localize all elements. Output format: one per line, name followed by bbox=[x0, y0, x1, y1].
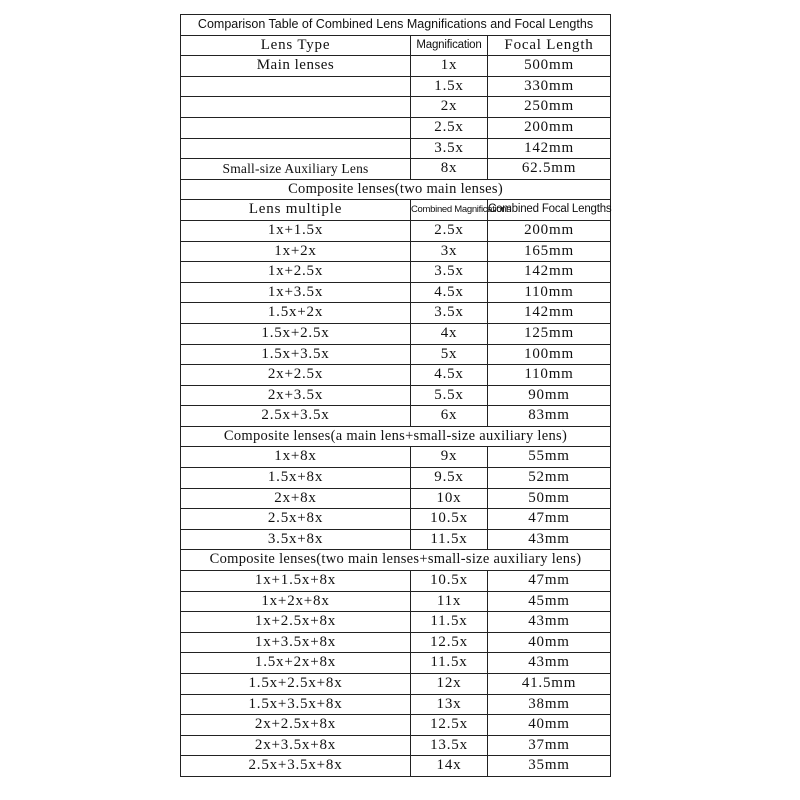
table-body bbox=[181, 15, 611, 777]
empty-cell bbox=[181, 138, 411, 159]
table-row bbox=[181, 509, 611, 530]
table-row bbox=[181, 241, 611, 262]
table-row bbox=[181, 591, 611, 612]
aux-lens-label: Small-size Auxiliary Lens bbox=[181, 159, 411, 180]
lens-combination-cell: 1.5x+3.5x bbox=[181, 344, 411, 365]
focal-length-cell: 200mm bbox=[488, 117, 611, 138]
magnification-cell: 10.5x bbox=[411, 509, 488, 530]
lens-combination-cell: 2x+2.5x bbox=[181, 365, 411, 386]
lens-combination-cell: 1x+3.5x bbox=[181, 282, 411, 303]
main-lens-row bbox=[181, 117, 611, 138]
header-lens-type: Lens Type bbox=[181, 35, 411, 56]
lens-combination-cell: 2x+8x bbox=[181, 488, 411, 509]
lens-combination-cell: 2.5x+8x bbox=[181, 509, 411, 530]
focal-length-cell: 47mm bbox=[488, 509, 611, 530]
magnification-cell: 3.5x bbox=[411, 138, 488, 159]
lens-comparison-sheet bbox=[180, 14, 610, 777]
focal-length-cell: 142mm bbox=[488, 303, 611, 324]
focal-length-cell: 43mm bbox=[488, 612, 611, 633]
magnification-cell: 13x bbox=[411, 694, 488, 715]
focal-length-cell: 62.5mm bbox=[488, 159, 611, 180]
section-title-two-main-aux: Composite lenses(two main lenses+small-size auxiliary lens) bbox=[181, 550, 611, 571]
magnification-cell: 5x bbox=[411, 344, 488, 365]
focal-length-cell: 200mm bbox=[488, 220, 611, 241]
magnification-cell: 2.5x bbox=[411, 220, 488, 241]
magnification-cell: 6x bbox=[411, 406, 488, 427]
table-row bbox=[181, 303, 611, 324]
header-row bbox=[181, 35, 611, 56]
magnification-cell: 9x bbox=[411, 447, 488, 468]
magnification-cell: 4.5x bbox=[411, 282, 488, 303]
magnification-cell: 13.5x bbox=[411, 735, 488, 756]
magnification-cell: 11.5x bbox=[411, 529, 488, 550]
magnification-cell: 4x bbox=[411, 323, 488, 344]
title-row bbox=[181, 15, 611, 36]
header-focal-length: Focal Length bbox=[488, 35, 611, 56]
focal-length-cell: 40mm bbox=[488, 715, 611, 736]
focal-length-cell: 110mm bbox=[488, 365, 611, 386]
table-row bbox=[181, 385, 611, 406]
magnification-cell: 3.5x bbox=[411, 303, 488, 324]
table-row bbox=[181, 674, 611, 695]
magnification-cell: 8x bbox=[411, 159, 488, 180]
magnification-cell: 12.5x bbox=[411, 632, 488, 653]
magnification-cell: 4.5x bbox=[411, 365, 488, 386]
table-row bbox=[181, 735, 611, 756]
table-row bbox=[181, 694, 611, 715]
table-row bbox=[181, 468, 611, 489]
section-title-row bbox=[181, 179, 611, 200]
table-row bbox=[181, 756, 611, 777]
lens-combination-cell: 2x+3.5x bbox=[181, 385, 411, 406]
lens-combination-cell: 1x+2.5x bbox=[181, 262, 411, 283]
focal-length-cell: 165mm bbox=[488, 241, 611, 262]
magnification-cell: 5.5x bbox=[411, 385, 488, 406]
empty-cell bbox=[181, 76, 411, 97]
lens-combination-cell: 2.5x+3.5x bbox=[181, 406, 411, 427]
focal-length-cell: 37mm bbox=[488, 735, 611, 756]
empty-cell bbox=[181, 117, 411, 138]
focal-length-cell: 43mm bbox=[488, 529, 611, 550]
magnification-cell: 11.5x bbox=[411, 653, 488, 674]
table-row bbox=[181, 653, 611, 674]
focal-length-cell: 142mm bbox=[488, 138, 611, 159]
lens-combination-cell: 1.5x+2x+8x bbox=[181, 653, 411, 674]
focal-length-cell: 250mm bbox=[488, 97, 611, 118]
focal-length-cell: 142mm bbox=[488, 262, 611, 283]
focal-length-cell: 41.5mm bbox=[488, 674, 611, 695]
lens-combination-cell: 1x+8x bbox=[181, 447, 411, 468]
focal-length-cell: 500mm bbox=[488, 56, 611, 77]
magnification-cell: 10.5x bbox=[411, 571, 488, 592]
table-row bbox=[181, 323, 611, 344]
lens-combination-cell: 2.5x+3.5x+8x bbox=[181, 756, 411, 777]
empty-cell bbox=[181, 97, 411, 118]
lens-combination-cell: 1.5x+2.5x bbox=[181, 323, 411, 344]
lens-combination-cell: 1x+2.5x+8x bbox=[181, 612, 411, 633]
main-lens-row bbox=[181, 97, 611, 118]
magnification-cell: 2.5x bbox=[411, 117, 488, 138]
table-row bbox=[181, 220, 611, 241]
magnification-cell: 3x bbox=[411, 241, 488, 262]
magnification-cell: 1.5x bbox=[411, 76, 488, 97]
header-combined-focal-lengths: Combined Focal Lengths bbox=[488, 200, 611, 221]
lens-combination-cell: 3.5x+8x bbox=[181, 529, 411, 550]
composite-header-row bbox=[181, 200, 611, 221]
lens-combination-cell: 1x+1.5x bbox=[181, 220, 411, 241]
table-title: Comparison Table of Combined Lens Magnifications and Focal Lengths bbox=[181, 15, 611, 36]
lens-combination-cell: 2x+3.5x+8x bbox=[181, 735, 411, 756]
main-lens-row bbox=[181, 138, 611, 159]
focal-length-cell: 40mm bbox=[488, 632, 611, 653]
section-title-main-aux: Composite lenses(a main lens+small-size auxiliary lens) bbox=[181, 426, 611, 447]
magnification-cell: 14x bbox=[411, 756, 488, 777]
magnification-cell: 12.5x bbox=[411, 715, 488, 736]
magnification-cell: 3.5x bbox=[411, 262, 488, 283]
focal-length-cell: 43mm bbox=[488, 653, 611, 674]
magnification-cell: 12x bbox=[411, 674, 488, 695]
lens-combination-cell: 1x+2x bbox=[181, 241, 411, 262]
focal-length-cell: 45mm bbox=[488, 591, 611, 612]
lens-combination-cell: 1.5x+8x bbox=[181, 468, 411, 489]
table-row bbox=[181, 571, 611, 592]
main-lens-row bbox=[181, 76, 611, 97]
focal-length-cell: 83mm bbox=[488, 406, 611, 427]
lens-comparison-table bbox=[180, 14, 611, 777]
section-title-row bbox=[181, 550, 611, 571]
lens-combination-cell: 1.5x+2.5x+8x bbox=[181, 674, 411, 695]
lens-combination-cell: 1x+2x+8x bbox=[181, 591, 411, 612]
header-lens-multiple: Lens multiple bbox=[181, 200, 411, 221]
aux-lens-row bbox=[181, 159, 611, 180]
magnification-cell: 11x bbox=[411, 591, 488, 612]
lens-combination-cell: 2x+2.5x+8x bbox=[181, 715, 411, 736]
magnification-cell: 10x bbox=[411, 488, 488, 509]
focal-length-cell: 100mm bbox=[488, 344, 611, 365]
focal-length-cell: 330mm bbox=[488, 76, 611, 97]
focal-length-cell: 90mm bbox=[488, 385, 611, 406]
lens-combination-cell: 1x+3.5x+8x bbox=[181, 632, 411, 653]
header-combined-magnifications: Combined Magnifications bbox=[411, 200, 488, 221]
table-row bbox=[181, 488, 611, 509]
main-lenses-label: Main lenses bbox=[181, 56, 411, 77]
magnification-cell: 1x bbox=[411, 56, 488, 77]
table-row bbox=[181, 282, 611, 303]
section-title-two-main: Composite lenses(two main lenses) bbox=[181, 179, 611, 200]
focal-length-cell: 38mm bbox=[488, 694, 611, 715]
table-row bbox=[181, 715, 611, 736]
focal-length-cell: 52mm bbox=[488, 468, 611, 489]
magnification-cell: 2x bbox=[411, 97, 488, 118]
focal-length-cell: 125mm bbox=[488, 323, 611, 344]
table-row bbox=[181, 612, 611, 633]
main-lens-row bbox=[181, 56, 611, 77]
lens-combination-cell: 1x+1.5x+8x bbox=[181, 571, 411, 592]
focal-length-cell: 110mm bbox=[488, 282, 611, 303]
focal-length-cell: 55mm bbox=[488, 447, 611, 468]
table-row bbox=[181, 406, 611, 427]
focal-length-cell: 47mm bbox=[488, 571, 611, 592]
table-row bbox=[181, 262, 611, 283]
table-row bbox=[181, 529, 611, 550]
magnification-cell: 9.5x bbox=[411, 468, 488, 489]
focal-length-cell: 50mm bbox=[488, 488, 611, 509]
table-row bbox=[181, 365, 611, 386]
header-magnification: Magnification bbox=[411, 35, 488, 56]
lens-combination-cell: 1.5x+3.5x+8x bbox=[181, 694, 411, 715]
magnification-cell: 11.5x bbox=[411, 612, 488, 633]
table-row bbox=[181, 632, 611, 653]
table-row bbox=[181, 447, 611, 468]
focal-length-cell: 35mm bbox=[488, 756, 611, 777]
section-title-row bbox=[181, 426, 611, 447]
lens-combination-cell: 1.5x+2x bbox=[181, 303, 411, 324]
table-row bbox=[181, 344, 611, 365]
